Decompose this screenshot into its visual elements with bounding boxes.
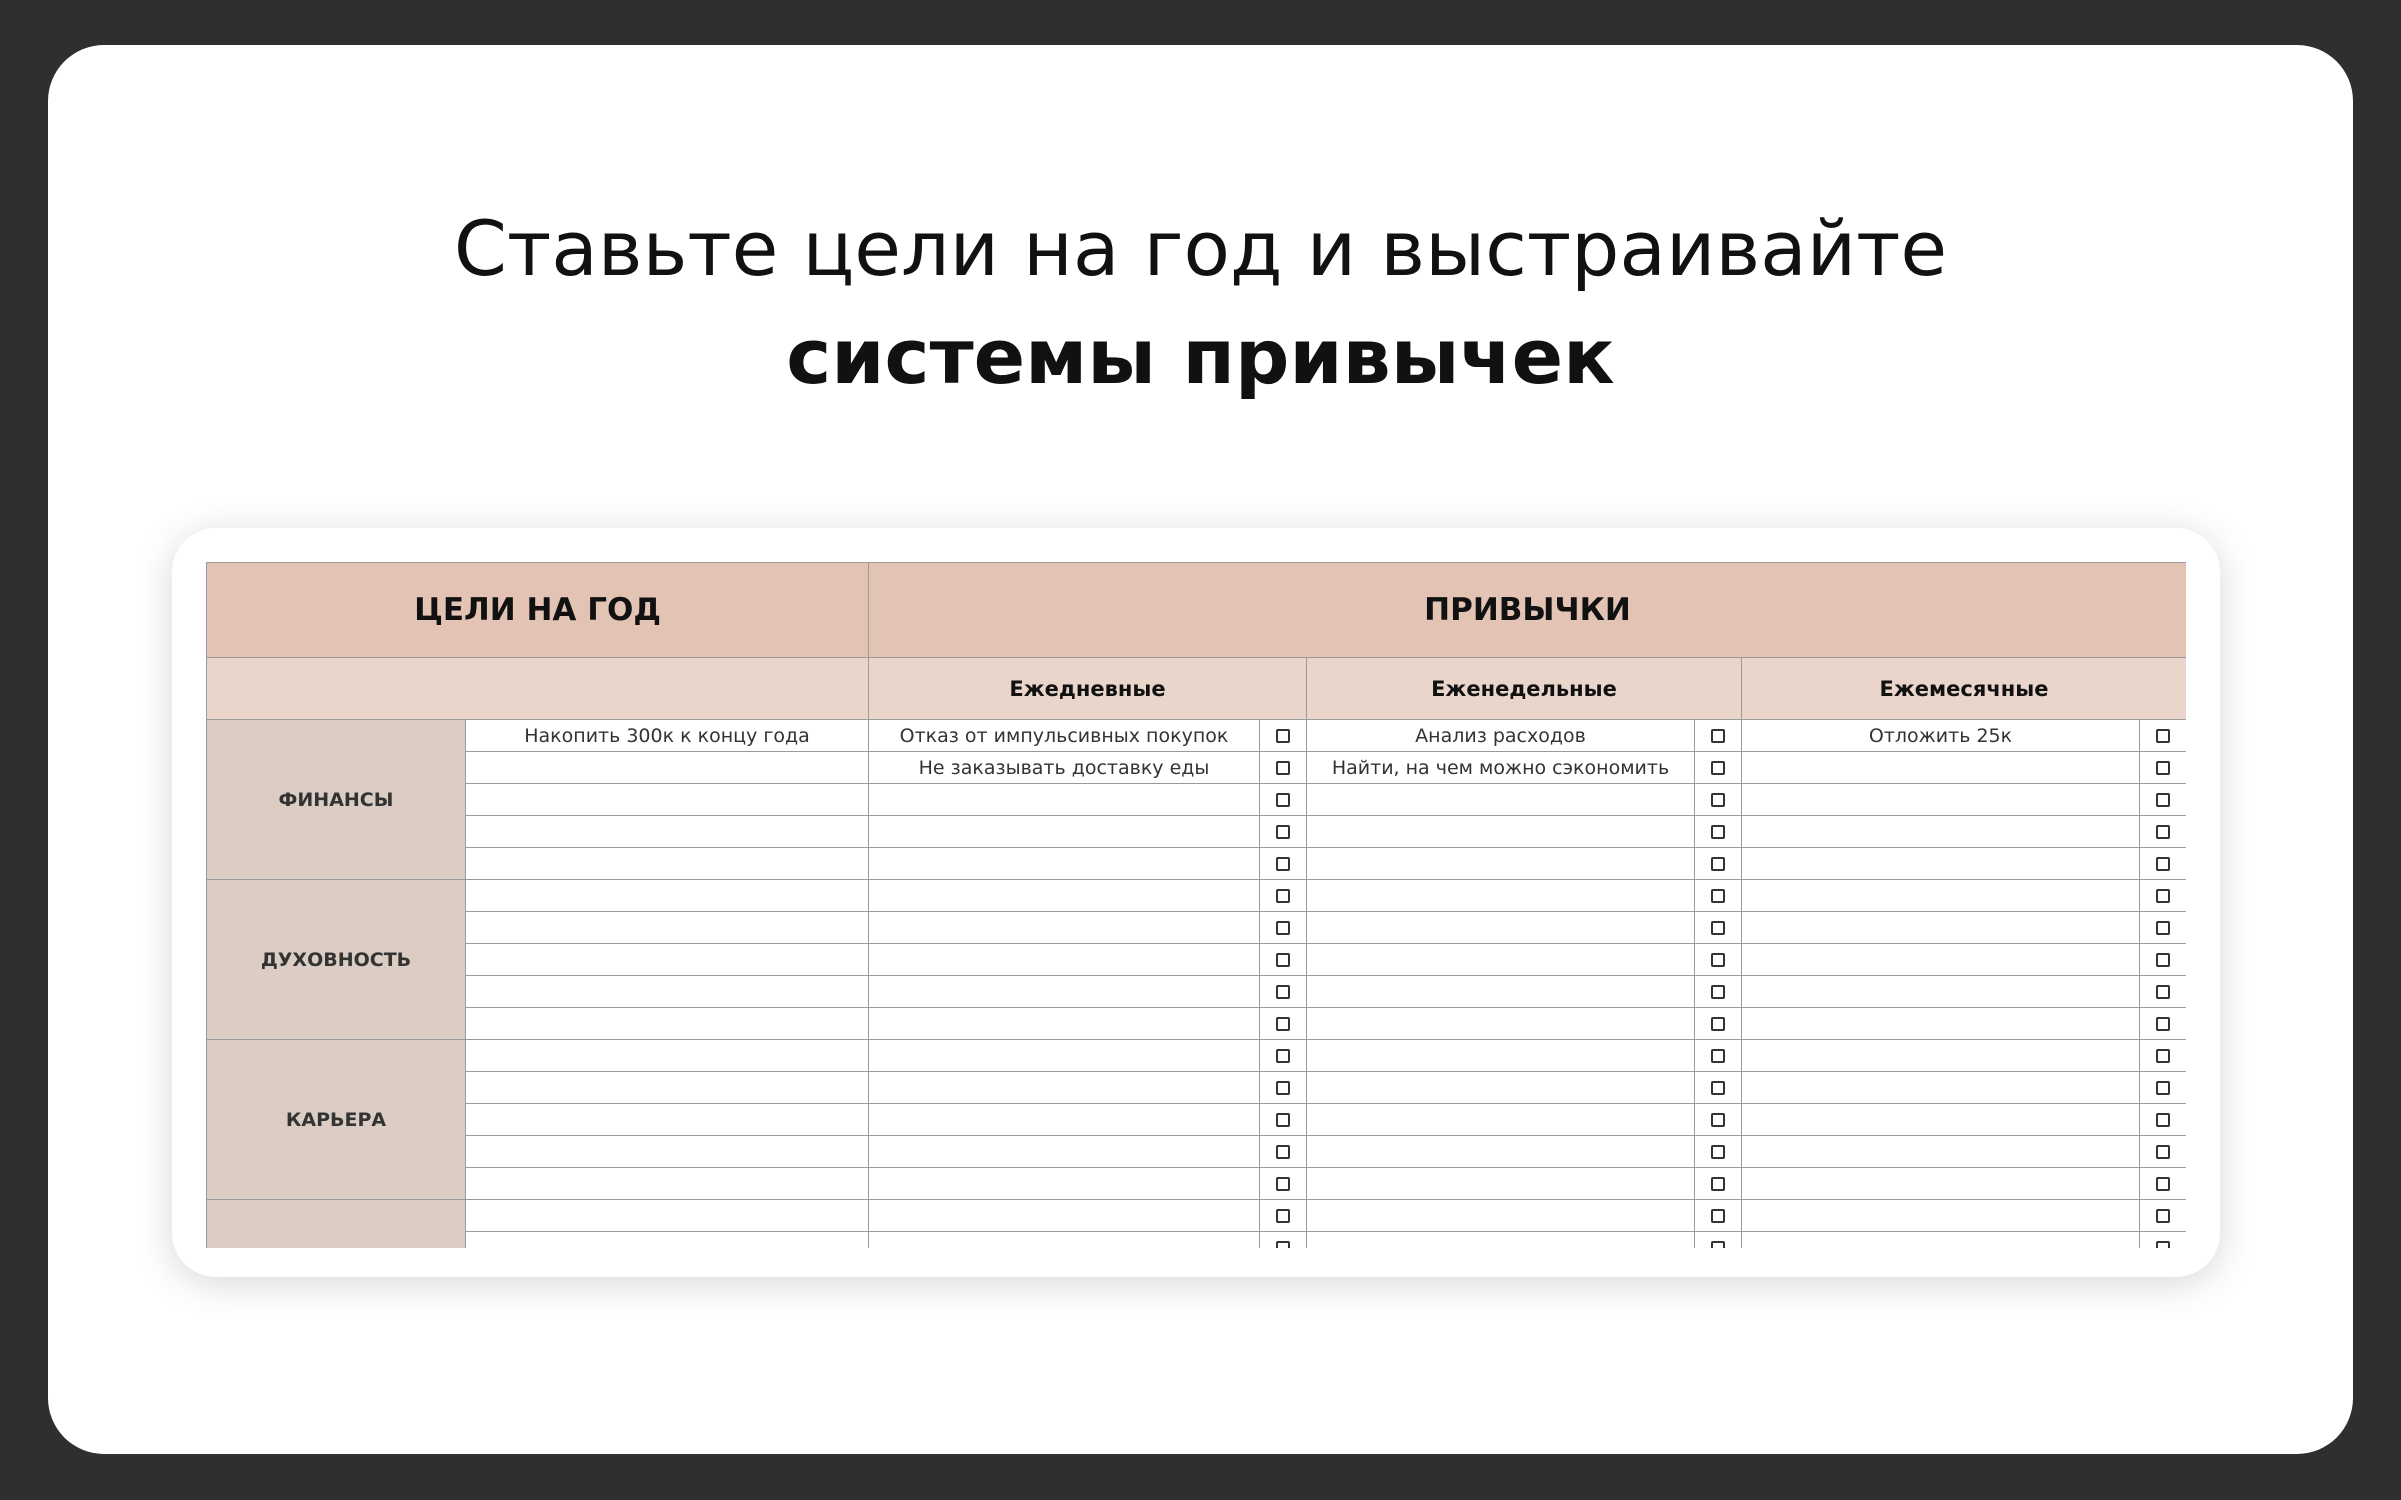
table-row — [207, 912, 2187, 944]
monthly-checkbox-cell — [2140, 1104, 2187, 1136]
monthly-habit-cell[interactable] — [1742, 1168, 2140, 1200]
table-row — [207, 1040, 2187, 1072]
goal-cell[interactable] — [466, 912, 869, 944]
daily-habit-cell[interactable] — [869, 1040, 1260, 1072]
table-row — [207, 1008, 2187, 1040]
table-row — [207, 880, 2187, 912]
monthly-habit-cell[interactable] — [1742, 1200, 2140, 1232]
monthly-checkbox[interactable] — [2156, 1145, 2170, 1159]
monthly-habit-cell[interactable] — [1742, 880, 2140, 912]
weekly-checkbox-cell — [1695, 752, 1742, 784]
weekly-checkbox[interactable] — [1711, 1113, 1725, 1127]
weekly-checkbox-cell — [1695, 944, 1742, 976]
monthly-checkbox[interactable] — [2156, 1209, 2170, 1223]
weekly-checkbox[interactable] — [1711, 1241, 1725, 1248]
goal-cell[interactable] — [466, 1104, 869, 1136]
weekly-habit-cell[interactable] — [1307, 1072, 1695, 1104]
goal-cell[interactable] — [466, 1040, 869, 1072]
monthly-checkbox-cell — [2140, 784, 2187, 816]
weekly-habit-cell[interactable] — [1307, 784, 1695, 816]
goal-cell[interactable]: Накопить 300к к концу года — [466, 720, 869, 752]
monthly-checkbox-cell — [2140, 1200, 2187, 1232]
daily-checkbox-cell — [1260, 752, 1307, 784]
goal-cell[interactable] — [466, 1200, 869, 1232]
monthly-checkbox[interactable] — [2156, 793, 2170, 807]
weekly-checkbox[interactable] — [1711, 921, 1725, 935]
daily-checkbox[interactable] — [1276, 1017, 1290, 1031]
daily-habit-cell[interactable] — [869, 1008, 1260, 1040]
daily-checkbox-cell — [1260, 816, 1307, 848]
monthly-checkbox-cell — [2140, 752, 2187, 784]
daily-habit-cell[interactable]: Не заказывать доставку еды — [869, 752, 1260, 784]
monthly-checkbox[interactable] — [2156, 1049, 2170, 1063]
weekly-checkbox-cell — [1695, 816, 1742, 848]
weekly-habit-cell[interactable] — [1307, 880, 1695, 912]
monthly-checkbox[interactable] — [2156, 1177, 2170, 1191]
daily-habit-cell[interactable] — [869, 784, 1260, 816]
monthly-checkbox-cell — [2140, 944, 2187, 976]
weekly-checkbox-cell — [1695, 1104, 1742, 1136]
title-line-2: системы привычек — [786, 312, 1615, 401]
subheader-daily: Ежедневные — [869, 658, 1307, 720]
table-row — [207, 848, 2187, 880]
monthly-habit-cell[interactable] — [1742, 1136, 2140, 1168]
weekly-checkbox[interactable] — [1711, 761, 1725, 775]
monthly-habit-cell[interactable] — [1742, 784, 2140, 816]
weekly-habit-cell[interactable] — [1307, 816, 1695, 848]
daily-habit-cell[interactable] — [869, 1072, 1260, 1104]
daily-habit-cell[interactable] — [869, 1232, 1260, 1249]
monthly-checkbox[interactable] — [2156, 1113, 2170, 1127]
weekly-checkbox[interactable] — [1711, 1177, 1725, 1191]
category-cell: КАРЬЕРА — [207, 1040, 466, 1200]
monthly-habit-cell[interactable] — [1742, 976, 2140, 1008]
weekly-checkbox[interactable] — [1711, 953, 1725, 967]
title-line-1: Ставьте цели на год и выстраивайте — [453, 204, 1948, 293]
monthly-checkbox-cell — [2140, 816, 2187, 848]
monthly-checkbox-cell — [2140, 1072, 2187, 1104]
daily-habit-cell[interactable] — [869, 880, 1260, 912]
table-row — [207, 784, 2187, 816]
daily-checkbox[interactable] — [1276, 761, 1290, 775]
weekly-habit-cell[interactable] — [1307, 1104, 1695, 1136]
goal-cell[interactable] — [466, 816, 869, 848]
daily-checkbox-cell — [1260, 880, 1307, 912]
goal-cell[interactable] — [466, 1008, 869, 1040]
weekly-checkbox[interactable] — [1711, 793, 1725, 807]
weekly-checkbox-cell — [1695, 1232, 1742, 1249]
spreadsheet-viewport — [206, 562, 2186, 1248]
table-row — [207, 1168, 2187, 1200]
daily-checkbox[interactable] — [1276, 1145, 1290, 1159]
daily-habit-cell[interactable] — [869, 1168, 1260, 1200]
table-row — [207, 752, 2187, 784]
daily-checkbox-cell — [1260, 1104, 1307, 1136]
monthly-habit-cell[interactable] — [1742, 752, 2140, 784]
weekly-checkbox[interactable] — [1711, 1145, 1725, 1159]
weekly-checkbox[interactable] — [1711, 1209, 1725, 1223]
table-row — [207, 1104, 2187, 1136]
monthly-habit-cell[interactable] — [1742, 1232, 2140, 1249]
daily-checkbox-cell — [1260, 1136, 1307, 1168]
monthly-habit-cell[interactable] — [1742, 1104, 2140, 1136]
weekly-checkbox[interactable] — [1711, 857, 1725, 871]
daily-checkbox[interactable] — [1276, 985, 1290, 999]
weekly-habit-cell[interactable] — [1307, 848, 1695, 880]
daily-checkbox[interactable] — [1276, 857, 1290, 871]
monthly-habit-cell[interactable] — [1742, 944, 2140, 976]
weekly-checkbox[interactable] — [1711, 825, 1725, 839]
weekly-checkbox[interactable] — [1711, 985, 1725, 999]
daily-checkbox[interactable] — [1276, 1177, 1290, 1191]
daily-checkbox[interactable] — [1276, 1241, 1290, 1248]
category-cell: ДУХОВНОСТЬ — [207, 880, 466, 1040]
weekly-habit-cell[interactable] — [1307, 912, 1695, 944]
goal-cell[interactable] — [466, 944, 869, 976]
table-row — [207, 816, 2187, 848]
daily-checkbox-cell — [1260, 784, 1307, 816]
weekly-checkbox-cell — [1695, 1200, 1742, 1232]
weekly-checkbox[interactable] — [1711, 889, 1725, 903]
goal-cell[interactable] — [466, 848, 869, 880]
daily-checkbox[interactable] — [1276, 793, 1290, 807]
monthly-checkbox[interactable] — [2156, 825, 2170, 839]
daily-habit-cell[interactable] — [869, 944, 1260, 976]
table-row — [207, 1136, 2187, 1168]
header-goals: ЦЕЛИ НА ГОД — [207, 563, 869, 658]
monthly-checkbox-cell — [2140, 1008, 2187, 1040]
table-row — [207, 1072, 2187, 1104]
daily-habit-cell[interactable] — [869, 1200, 1260, 1232]
weekly-habit-cell[interactable]: Найти, на чем можно сэкономить — [1307, 752, 1695, 784]
daily-checkbox[interactable] — [1276, 1049, 1290, 1063]
goal-cell[interactable] — [466, 1072, 869, 1104]
weekly-habit-cell[interactable] — [1307, 944, 1695, 976]
goal-cell[interactable] — [466, 976, 869, 1008]
weekly-checkbox-cell — [1695, 1008, 1742, 1040]
weekly-checkbox[interactable] — [1711, 1081, 1725, 1095]
header-habits: ПРИВЫЧКИ — [869, 563, 2187, 658]
daily-checkbox-cell — [1260, 1200, 1307, 1232]
weekly-checkbox[interactable] — [1711, 1049, 1725, 1063]
weekly-checkbox-cell — [1695, 784, 1742, 816]
goal-cell[interactable] — [466, 752, 869, 784]
subheader-weekly: Еженедельные — [1307, 658, 1742, 720]
weekly-habit-cell[interactable] — [1307, 1040, 1695, 1072]
daily-checkbox-cell — [1260, 976, 1307, 1008]
weekly-checkbox-cell — [1695, 1072, 1742, 1104]
daily-checkbox-cell — [1260, 1232, 1307, 1249]
weekly-checkbox-cell — [1695, 848, 1742, 880]
daily-checkbox-cell — [1260, 848, 1307, 880]
monthly-checkbox-cell — [2140, 848, 2187, 880]
table-row — [207, 1200, 2187, 1232]
weekly-checkbox-cell — [1695, 880, 1742, 912]
weekly-checkbox[interactable] — [1711, 1017, 1725, 1031]
daily-checkbox[interactable] — [1276, 825, 1290, 839]
monthly-checkbox[interactable] — [2156, 1081, 2170, 1095]
daily-habit-cell[interactable] — [869, 1136, 1260, 1168]
weekly-checkbox-cell — [1695, 1136, 1742, 1168]
monthly-habit-cell[interactable] — [1742, 816, 2140, 848]
weekly-checkbox-cell — [1695, 1040, 1742, 1072]
monthly-checkbox-cell — [2140, 1232, 2187, 1249]
weekly-habit-cell[interactable] — [1307, 976, 1695, 1008]
monthly-checkbox[interactable] — [2156, 1017, 2170, 1031]
daily-checkbox-cell — [1260, 1168, 1307, 1200]
goal-cell[interactable] — [466, 1136, 869, 1168]
goal-cell[interactable] — [466, 1232, 869, 1249]
weekly-checkbox-cell — [1695, 976, 1742, 1008]
monthly-habit-cell[interactable] — [1742, 1072, 2140, 1104]
spreadsheet-card — [172, 528, 2220, 1277]
daily-checkbox[interactable] — [1276, 889, 1290, 903]
daily-checkbox-cell — [1260, 720, 1307, 752]
monthly-checkbox-cell — [2140, 1136, 2187, 1168]
monthly-checkbox-cell — [2140, 1040, 2187, 1072]
daily-checkbox[interactable] — [1276, 921, 1290, 935]
monthly-checkbox[interactable] — [2156, 761, 2170, 775]
monthly-checkbox[interactable] — [2156, 857, 2170, 871]
goal-cell[interactable] — [466, 1168, 869, 1200]
daily-habit-cell[interactable] — [869, 976, 1260, 1008]
monthly-checkbox[interactable] — [2156, 921, 2170, 935]
goals-habits-table — [206, 562, 2186, 1248]
monthly-checkbox-cell — [2140, 880, 2187, 912]
daily-checkbox-cell — [1260, 1040, 1307, 1072]
daily-checkbox-cell — [1260, 944, 1307, 976]
subheader-row — [207, 658, 2187, 720]
daily-checkbox-cell — [1260, 1072, 1307, 1104]
weekly-checkbox-cell — [1695, 720, 1742, 752]
weekly-habit-cell[interactable] — [1307, 1008, 1695, 1040]
header-row — [207, 563, 2187, 658]
daily-checkbox-cell — [1260, 912, 1307, 944]
daily-checkbox-cell — [1260, 1008, 1307, 1040]
monthly-checkbox-cell — [2140, 1168, 2187, 1200]
monthly-habit-cell[interactable] — [1742, 1008, 2140, 1040]
table-row — [207, 976, 2187, 1008]
daily-checkbox[interactable] — [1276, 1113, 1290, 1127]
table-row — [207, 944, 2187, 976]
page-title — [0, 195, 2401, 411]
weekly-checkbox-cell — [1695, 1168, 1742, 1200]
table-row — [207, 720, 2187, 752]
goal-cell[interactable] — [466, 784, 869, 816]
monthly-checkbox[interactable] — [2156, 729, 2170, 743]
monthly-checkbox[interactable] — [2156, 889, 2170, 903]
category-cell — [207, 1200, 466, 1249]
table-row — [207, 1232, 2187, 1249]
weekly-habit-cell[interactable] — [1307, 1232, 1695, 1249]
monthly-checkbox-cell — [2140, 976, 2187, 1008]
daily-habit-cell[interactable] — [869, 816, 1260, 848]
daily-checkbox[interactable] — [1276, 1209, 1290, 1223]
monthly-checkbox[interactable] — [2156, 953, 2170, 967]
daily-checkbox[interactable] — [1276, 953, 1290, 967]
daily-checkbox[interactable] — [1276, 1081, 1290, 1095]
weekly-habit-cell[interactable] — [1307, 1136, 1695, 1168]
daily-habit-cell[interactable] — [869, 1104, 1260, 1136]
monthly-habit-cell[interactable] — [1742, 848, 2140, 880]
weekly-habit-cell[interactable]: Анализ расходов — [1307, 720, 1695, 752]
monthly-habit-cell[interactable] — [1742, 912, 2140, 944]
weekly-habit-cell[interactable] — [1307, 1200, 1695, 1232]
weekly-checkbox[interactable] — [1711, 729, 1725, 743]
daily-habit-cell[interactable] — [869, 848, 1260, 880]
category-cell: ФИНАНСЫ — [207, 720, 466, 880]
monthly-habit-cell[interactable]: Отложить 25к — [1742, 720, 2140, 752]
daily-checkbox[interactable] — [1276, 729, 1290, 743]
subheader-monthly: Ежемесячные — [1742, 658, 2187, 720]
subheader-empty — [207, 658, 869, 720]
daily-habit-cell[interactable] — [869, 912, 1260, 944]
goal-cell[interactable] — [466, 880, 869, 912]
weekly-checkbox-cell — [1695, 912, 1742, 944]
monthly-checkbox[interactable] — [2156, 1241, 2170, 1248]
monthly-checkbox[interactable] — [2156, 985, 2170, 999]
daily-habit-cell[interactable]: Отказ от импульсивных покупок — [869, 720, 1260, 752]
monthly-checkbox-cell — [2140, 912, 2187, 944]
weekly-habit-cell[interactable] — [1307, 1168, 1695, 1200]
monthly-checkbox-cell — [2140, 720, 2187, 752]
monthly-habit-cell[interactable] — [1742, 1040, 2140, 1072]
